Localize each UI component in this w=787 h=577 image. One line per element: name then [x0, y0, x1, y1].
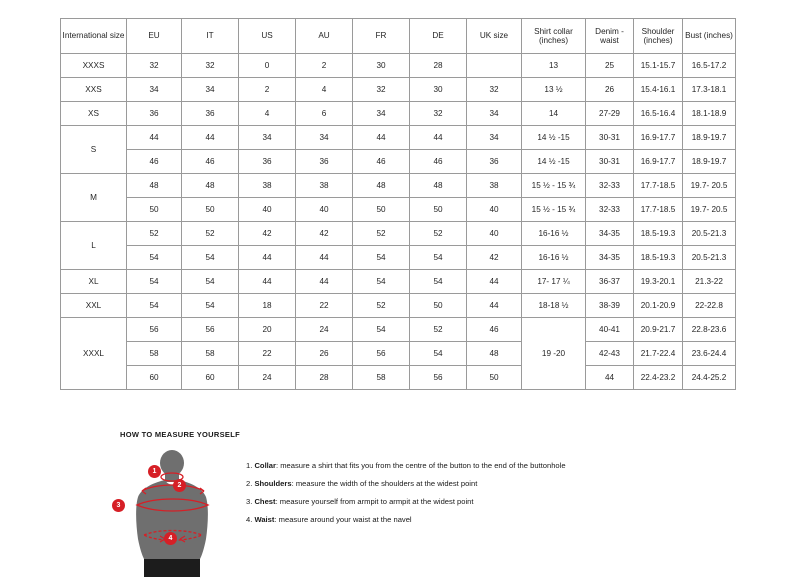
cell-value: 19.7- 20.5 [683, 174, 736, 198]
cell-value: 58 [127, 342, 182, 366]
cell-value: 24.4-25.2 [683, 366, 736, 390]
cell-value: 13 [522, 54, 586, 78]
table-row [61, 126, 736, 150]
cell-value: 54 [182, 270, 239, 294]
cell-value: 2 [239, 78, 296, 102]
cell-value: 44 [353, 126, 410, 150]
step-term: Chest [254, 497, 276, 507]
cell-value: 19 -20 [522, 318, 586, 390]
cell-value: 60 [127, 366, 182, 390]
cell-value: 23.6-24.4 [683, 342, 736, 366]
cell-value: 16.5-17.2 [683, 54, 736, 78]
cell-value: 52 [410, 318, 467, 342]
cell-value: 52 [353, 222, 410, 246]
cell-value: 40 [467, 198, 522, 222]
cell-international-size: S [61, 126, 127, 174]
cell-value: 38 [239, 174, 296, 198]
cell-value: 46 [353, 150, 410, 174]
cell-value: 13 ½ [522, 78, 586, 102]
cell-value: 34-35 [586, 246, 634, 270]
column-header-de: DE [410, 19, 467, 54]
cell-value: 46 [410, 150, 467, 174]
cell-value: 18.1-18.9 [683, 102, 736, 126]
cell-value: 44 [239, 270, 296, 294]
cell-value: 52 [410, 222, 467, 246]
cell-value: 60 [182, 366, 239, 390]
cell-value: 17- 17 ¼ [522, 270, 586, 294]
cell-value: 34 [239, 126, 296, 150]
cell-value: 27-29 [586, 102, 634, 126]
column-header-international-size: International size [61, 19, 127, 54]
cell-value: 52 [182, 222, 239, 246]
cell-value: 6 [296, 102, 353, 126]
cell-value: 42 [467, 246, 522, 270]
cell-value: 50 [182, 198, 239, 222]
cell-value: 44 [296, 270, 353, 294]
table-row [61, 54, 736, 78]
cell-value: 34 [182, 78, 239, 102]
cell-value: 58 [182, 342, 239, 366]
table-row [61, 342, 736, 366]
step-text: : measure yourself from armpit to armpit at the widest point [275, 497, 474, 507]
cell-value: 32 [353, 78, 410, 102]
cell-value: 14 ½ -15 [522, 126, 586, 150]
cell-value: 21.3-22 [683, 270, 736, 294]
cell-value: 58 [353, 366, 410, 390]
measurement-figure [116, 447, 232, 577]
table-row [61, 78, 736, 102]
cell-value: 54 [182, 294, 239, 318]
table-row [61, 150, 736, 174]
cell-value: 54 [353, 318, 410, 342]
cell-value: 36 [239, 150, 296, 174]
cell-value: 46 [467, 318, 522, 342]
measurement-step [246, 515, 566, 524]
cell-value: 56 [182, 318, 239, 342]
cell-international-size: XS [61, 102, 127, 126]
cell-value: 40-41 [586, 318, 634, 342]
table-header-row [61, 19, 736, 54]
badge-collar: 1 [148, 465, 161, 478]
cell-value: 44 [467, 294, 522, 318]
cell-value: 28 [410, 54, 467, 78]
cell-value: 36 [296, 150, 353, 174]
cell-value: 50 [467, 366, 522, 390]
cell-value: 36-37 [586, 270, 634, 294]
table-row [61, 246, 736, 270]
cell-value: 20.5-21.3 [683, 246, 736, 270]
column-header-au: AU [296, 19, 353, 54]
step-number: 1. [246, 461, 255, 470]
cell-value: 38-39 [586, 294, 634, 318]
cell-value: 0 [239, 54, 296, 78]
cell-value: 17.7-18.5 [634, 198, 683, 222]
cell-value: 26 [586, 78, 634, 102]
cell-value: 20.1-20.9 [634, 294, 683, 318]
cell-value: 22.4-23.2 [634, 366, 683, 390]
cell-international-size: XXXL [61, 318, 127, 390]
cell-value: 22 [296, 294, 353, 318]
how-to-measure-section [116, 430, 740, 577]
cell-value: 4 [296, 78, 353, 102]
size-chart-table [60, 18, 736, 390]
table-row [61, 222, 736, 246]
cell-value: 54 [410, 342, 467, 366]
cell-value: 50 [353, 198, 410, 222]
cell-value: 40 [467, 222, 522, 246]
cell-value: 25 [586, 54, 634, 78]
cell-value: 30-31 [586, 150, 634, 174]
cell-value: 30 [353, 54, 410, 78]
measurement-step [246, 461, 566, 470]
cell-value: 19.3-20.1 [634, 270, 683, 294]
table-row [61, 174, 736, 198]
cell-value: 32-33 [586, 198, 634, 222]
cell-value: 22 [239, 342, 296, 366]
cell-value: 16.9-17.7 [634, 126, 683, 150]
step-number: 4. [246, 515, 255, 525]
column-header-eu: EU [127, 19, 182, 54]
cell-value: 54 [410, 270, 467, 294]
cell-international-size: XL [61, 270, 127, 294]
column-header-fr: FR [353, 19, 410, 54]
badge-chest: 3 [112, 499, 125, 512]
cell-value: 48 [353, 174, 410, 198]
cell-value: 32 [182, 54, 239, 78]
cell-value: 22-22.8 [683, 294, 736, 318]
cell-value: 4 [239, 102, 296, 126]
cell-value: 30 [410, 78, 467, 102]
cell-value: 48 [410, 174, 467, 198]
cell-international-size: L [61, 222, 127, 270]
cell-value: 44 [410, 126, 467, 150]
cell-value: 36 [467, 150, 522, 174]
measurement-step [246, 479, 566, 488]
cell-value: 48 [467, 342, 522, 366]
cell-value: 56 [410, 366, 467, 390]
cell-value: 34 [353, 102, 410, 126]
cell-value: 50 [410, 198, 467, 222]
cell-value: 54 [127, 294, 182, 318]
cell-value: 30-31 [586, 126, 634, 150]
cell-value: 52 [353, 294, 410, 318]
cell-value: 54 [127, 246, 182, 270]
cell-value: 24 [239, 366, 296, 390]
step-term: Collar [254, 461, 276, 470]
cell-value: 44 [467, 270, 522, 294]
cell-value: 14 [522, 102, 586, 126]
cell-value: 34 [467, 126, 522, 150]
column-header-shirt-collar: Shirt collar (inches) [522, 19, 586, 54]
cell-value: 48 [182, 174, 239, 198]
step-number: 2. [246, 479, 255, 489]
step-term: Shoulders [254, 479, 292, 489]
cell-value: 36 [127, 102, 182, 126]
cell-value: 34 [467, 102, 522, 126]
cell-value: 56 [127, 318, 182, 342]
cell-value: 18.9-19.7 [683, 126, 736, 150]
cell-value: 32 [127, 54, 182, 78]
table-row [61, 198, 736, 222]
cell-value: 34-35 [586, 222, 634, 246]
cell-value: 54 [353, 246, 410, 270]
how-to-measure-title: HOW TO MEASURE YOURSELF [120, 430, 240, 439]
cell-value: 26 [296, 342, 353, 366]
cell-international-size: XXS [61, 78, 127, 102]
cell-value: 19.7- 20.5 [683, 198, 736, 222]
cell-value: 42 [239, 222, 296, 246]
table-row [61, 270, 736, 294]
cell-value: 40 [296, 198, 353, 222]
cell-value: 48 [127, 174, 182, 198]
cell-value: 54 [410, 246, 467, 270]
cell-value: 18.5-19.3 [634, 246, 683, 270]
cell-value: 42-43 [586, 342, 634, 366]
cell-value: 16.9-17.7 [634, 150, 683, 174]
cell-value: 18 [239, 294, 296, 318]
cell-value: 20.5-21.3 [683, 222, 736, 246]
cell-value [467, 54, 522, 78]
cell-value: 44 [127, 126, 182, 150]
cell-value: 32-33 [586, 174, 634, 198]
cell-value: 15.1-15.7 [634, 54, 683, 78]
cell-value: 38 [467, 174, 522, 198]
cell-value: 18.5-19.3 [634, 222, 683, 246]
cell-international-size: M [61, 174, 127, 222]
column-header-denim-waist: Denim - waist [586, 19, 634, 54]
step-number: 3. [246, 497, 255, 507]
badge-shoulders: 2 [173, 479, 186, 492]
cell-value: 16-16 ½ [522, 222, 586, 246]
cell-value: 18.9-19.7 [683, 150, 736, 174]
cell-value: 20 [239, 318, 296, 342]
cell-value: 34 [296, 126, 353, 150]
cell-value: 21.7-22.4 [634, 342, 683, 366]
badge-waist: 4 [164, 532, 177, 545]
cell-value: 16.5-16.4 [634, 102, 683, 126]
cell-value: 28 [296, 366, 353, 390]
cell-value: 38 [296, 174, 353, 198]
table-row [61, 366, 736, 390]
cell-value: 52 [127, 222, 182, 246]
column-header-shoulder: Shoulder (inches) [634, 19, 683, 54]
cell-international-size: XXL [61, 294, 127, 318]
step-text: : measure the width of the shoulders at the widest point [291, 479, 478, 489]
cell-value: 36 [182, 102, 239, 126]
cell-value: 44 [182, 126, 239, 150]
measurement-steps [246, 447, 566, 533]
cell-value: 44 [296, 246, 353, 270]
torso-diagram-icon [120, 447, 232, 577]
cell-value: 34 [127, 78, 182, 102]
cell-value: 40 [239, 198, 296, 222]
cell-value: 42 [296, 222, 353, 246]
cell-value: 15.4-16.1 [634, 78, 683, 102]
cell-value: 54 [127, 270, 182, 294]
cell-value: 14 ½ -15 [522, 150, 586, 174]
cell-value: 44 [586, 366, 634, 390]
table-row [61, 294, 736, 318]
cell-value: 17.3-18.1 [683, 78, 736, 102]
cell-value: 44 [239, 246, 296, 270]
cell-value: 17.7-18.5 [634, 174, 683, 198]
cell-value: 32 [410, 102, 467, 126]
cell-value: 2 [296, 54, 353, 78]
cell-value: 54 [182, 246, 239, 270]
table-row [61, 102, 736, 126]
cell-value: 54 [353, 270, 410, 294]
cell-value: 16-16 ½ [522, 246, 586, 270]
column-header-it: IT [182, 19, 239, 54]
cell-value: 50 [410, 294, 467, 318]
cell-value: 15 ½ - 15 ¾ [522, 174, 586, 198]
cell-value: 24 [296, 318, 353, 342]
cell-value: 50 [127, 198, 182, 222]
cell-value: 15 ½ - 15 ¾ [522, 198, 586, 222]
cell-value: 22.8-23.6 [683, 318, 736, 342]
step-text: : measure around your waist at the navel [274, 515, 412, 525]
cell-value: 46 [182, 150, 239, 174]
cell-value: 32 [467, 78, 522, 102]
column-header-us: US [239, 19, 296, 54]
cell-value: 46 [127, 150, 182, 174]
table-row [61, 318, 736, 342]
cell-value: 56 [353, 342, 410, 366]
column-header-uk-size: UK size [467, 19, 522, 54]
cell-international-size: XXXS [61, 54, 127, 78]
step-text: : measure a shirt that fits you from the centre of the button to the end of the buttonhole [275, 461, 566, 470]
cell-value: 20.9-21.7 [634, 318, 683, 342]
cell-value: 18-18 ½ [522, 294, 586, 318]
step-term: Waist [254, 515, 275, 525]
column-header-bust: Bust (inches) [683, 19, 736, 54]
measurement-step [246, 497, 566, 506]
